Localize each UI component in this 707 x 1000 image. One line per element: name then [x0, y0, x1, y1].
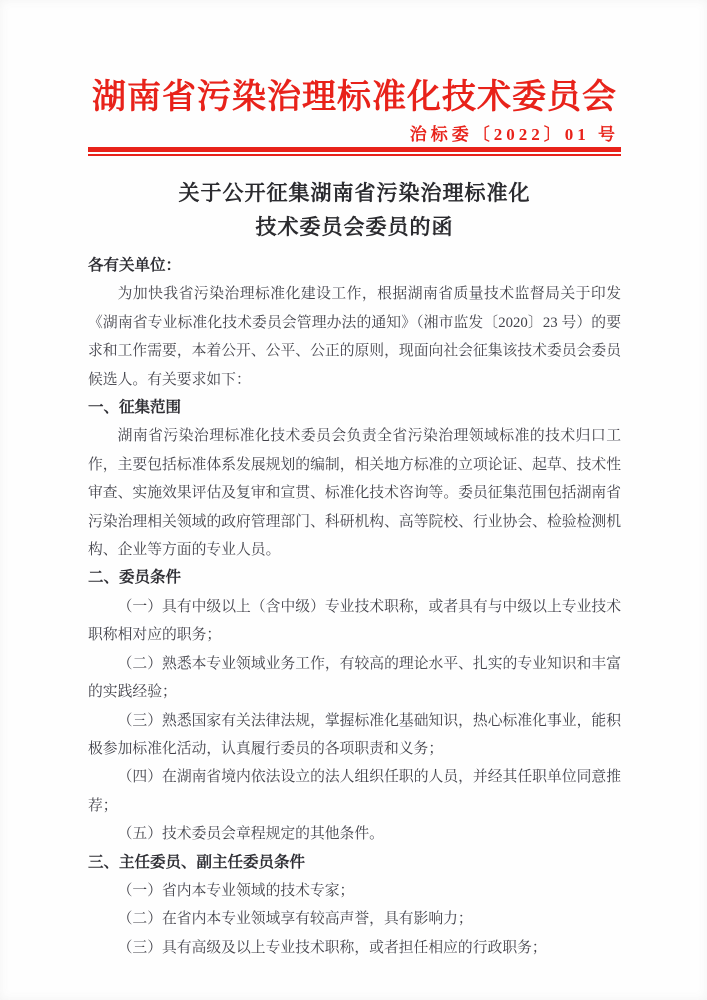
- section-3-item-3: （三）具有高级及以上专业技术职称，或者担任相应的行政职务；: [117, 939, 547, 956]
- section-3-item-2: （二）在省内本专业领域享有较高声誉，具有影响力；: [117, 911, 473, 928]
- document-title-line-2: 技术委员会委员的函: [255, 215, 454, 239]
- red-rule-thick-line: [88, 147, 621, 152]
- document-number: 治标委〔2022〕01 号: [409, 125, 619, 144]
- organization-title: 湖南省污染治理标准化技术委员会: [92, 79, 617, 116]
- document-letterhead: [88, 78, 621, 156]
- section-3-heading: 三、主任委员、副主任委员条件: [88, 853, 306, 871]
- section-1-heading: 一、征集范围: [88, 399, 182, 417]
- section-3-item-1: （一）省内本专业领域的技术专家；: [117, 882, 355, 899]
- section-2-item-1: （一）具有中级以上（含中级）专业技术职称，或者具有与中级以上专业技术职称相对应的职务；: [88, 598, 621, 644]
- document-body: [88, 176, 621, 962]
- section-2-item-2: （二）熟悉本专业领域业务工作，有较高的理论水平、扎实的专业知识和丰富的实践经验；: [88, 655, 621, 701]
- section-2-item-3: （三）熟悉国家有关法律法规，掌握标准化基础知识，热心标准化事业，能积极参加标准化活动，认真履行委员的各项职责和义务；: [88, 712, 621, 757]
- section-2-item-4: （四）在湖南省境内依法设立的法人组织任职的人员，并经其任职单位同意推荐；: [88, 769, 621, 814]
- red-rule-thin-line: [88, 154, 621, 156]
- section-2-heading: 二、委员条件: [88, 569, 182, 587]
- section-1-paragraph: 湖南省污染治理标准化技术委员会负责全省污染治理领域标准的技术归口工作，主要包括标准体系发展规划的编制，相关地方标准的立项论证、起草、技术性审查、实施效果评估及复审和宣贯、标准化技术咨询等。委员征集范围包括湖南省污染治理相关领域的政府管理部门、科研机构、高等院校、行业协会、检验检测机构、企业等方面的专业人员。: [88, 428, 621, 559]
- salutation: 各有关单位：: [88, 257, 182, 274]
- document-title: [88, 176, 621, 244]
- intro-paragraph: 为加快我省污染治理标准化建设工作，根据湖南省质量技术监督局关于印发《湖南省专业标准化技术委员会管理办法的通知》（湘市监发〔2020〕23 号）的要求和工作需要，本着公开、公平、公正的原则，现面向社会征集该技术委员会委员候选人。有关要求如下：: [88, 286, 621, 388]
- red-divider-rule: [88, 147, 621, 156]
- section-2-item-5: （五）技术委员会章程规定的其他条件。: [117, 826, 384, 843]
- document-title-line-1: 关于公开征集湖南省污染治理标准化: [178, 181, 531, 205]
